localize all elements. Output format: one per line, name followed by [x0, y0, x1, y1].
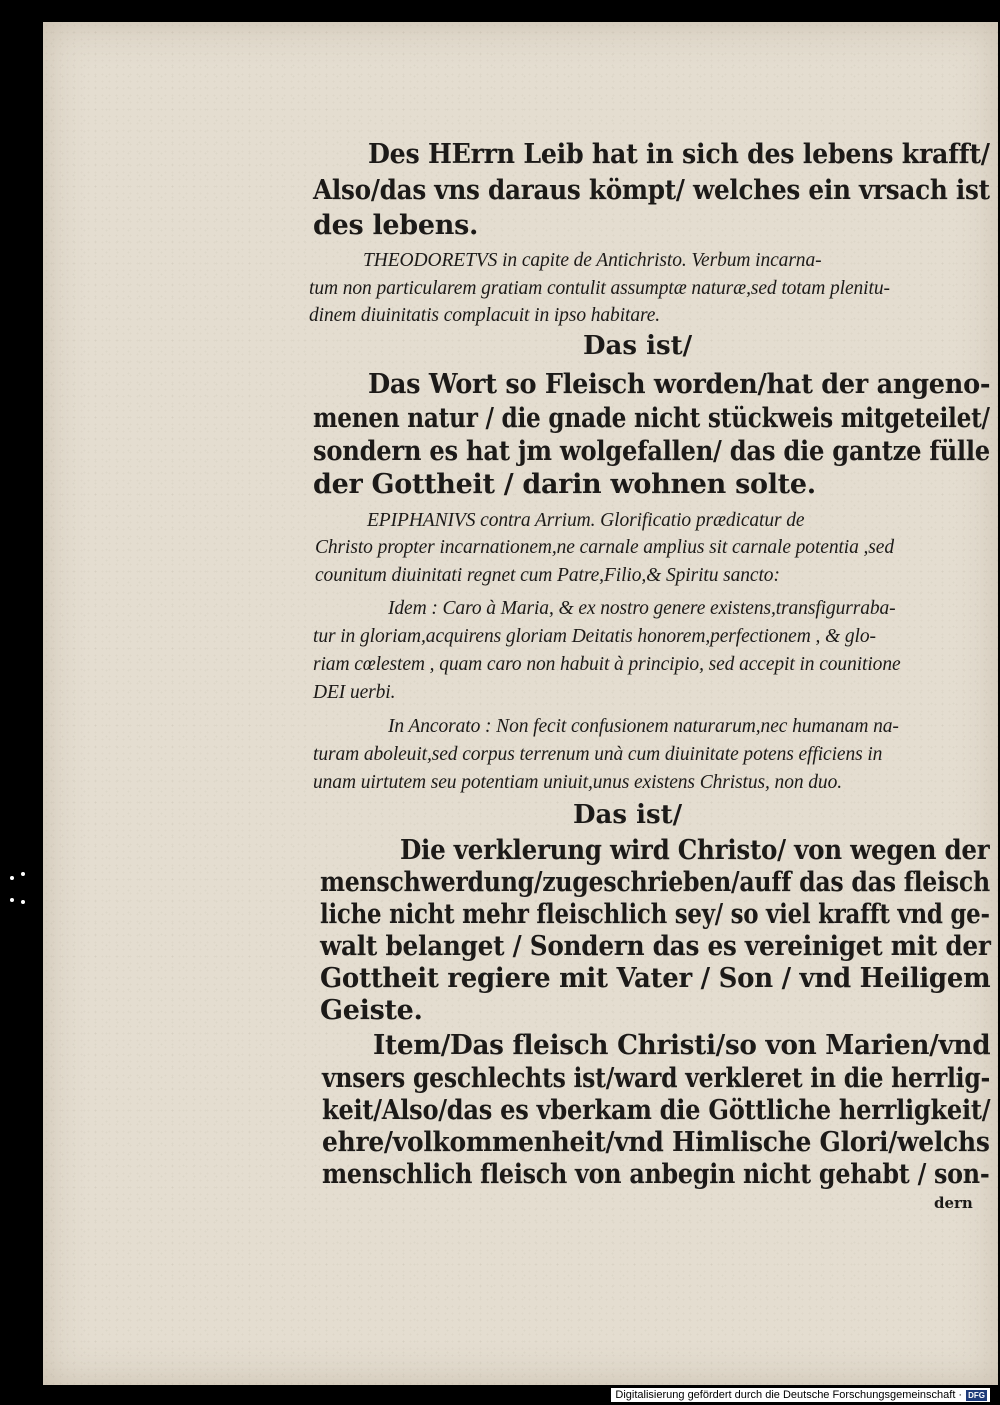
funding-credit-text: Digitalisierung gefördert durch die Deutsche Forschungsgemeinschaft ·	[615, 1389, 963, 1401]
text-line: THEODORETVS in capite de Antichristo. Verbum incarna-	[363, 250, 822, 271]
text-line: EPIPHANIVS contra Arrium. Glorificatio prædicatur de	[367, 510, 805, 531]
text-line: unam uirtutem seu potentiam uniuit,unus existens Christus, non duo.	[313, 772, 842, 793]
book-page	[43, 22, 998, 1385]
text-line: Das Wort so Fleisch worden/hat der angeno-	[368, 369, 991, 400]
text-line: turam aboleuit,sed corpus terrenum unà cum diuinitate potens efficiens in	[313, 744, 883, 765]
text-line: des lebens.	[313, 210, 479, 241]
text-line: Die verklerung wird Christo/ von wegen der	[400, 835, 990, 866]
text-line: keit/Also/das es vberkam die Göttliche herrligkeit/	[322, 1095, 991, 1126]
scan-artifact	[6, 866, 32, 926]
text-line: menschlich fleisch von anbegin nicht gehabt / son-	[322, 1159, 990, 1190]
section-heading: Das ist/	[583, 331, 693, 361]
text-line: In Ancorato : Non fecit confusionem naturarum,nec humanam na-	[388, 716, 899, 737]
text-line: vnsers geschlechts ist/ward verkleret in die herrlig-	[322, 1063, 991, 1094]
dfg-logo-icon: DFG	[968, 1390, 985, 1400]
text-line: Geiste.	[320, 995, 423, 1026]
text-line: tum non particularem gratiam contulit assumptæ naturæ,sed totam plenitu-	[309, 278, 890, 299]
text-line: DEI uerbi.	[313, 682, 396, 703]
text-line: Christo propter incarnationem,ne carnale amplius sit carnale potentia ,sed	[315, 537, 895, 558]
text-line: menschwerdung/zugeschrieben/auff das das fleisch	[320, 867, 990, 898]
text-line: Gottheit regiere mit Vater / Son / vnd Heiligem	[320, 963, 991, 994]
text-line: Also/das vns daraus kömpt/ welches ein vrsach ist	[313, 175, 990, 206]
text-line: der Gottheit / darin wohnen solte.	[313, 469, 816, 500]
text-line: counitum diuinitati regnet cum Patre,Filio,& Spiritu sancto:	[315, 565, 780, 586]
text-line: tur in gloriam,acquirens gloriam Deitatis honorem,perfectionem , & glo-	[313, 626, 876, 647]
text-line: Idem : Caro à Maria, & ex nostro genere existens,transfigurraba-	[388, 598, 896, 619]
text-line: riam cœlestem , quam caro non habuit à principio, sed accepit in counitione	[313, 654, 901, 675]
funding-credit	[611, 1388, 990, 1402]
catchword: dern	[934, 1194, 973, 1212]
text-line: dinem diuinitatis complacuit in ipso habitare.	[309, 305, 661, 326]
text-line: menen natur / die gnade nicht stückweis mitgeteilet/	[313, 403, 990, 434]
text-line: Des HErrn Leib hat in sich des lebens krafft/	[368, 139, 990, 170]
text-line: walt belanget / Sondern das es vereiniget mit der	[320, 931, 991, 962]
section-heading: Das ist/	[573, 800, 683, 830]
text-line: Item/Das fleisch Christi/so von Marien/vnd	[373, 1030, 991, 1061]
text-line: sondern es hat jm wolgefallen/ das die gantze fülle	[313, 436, 990, 467]
text-line: liche nicht mehr fleischlich sey/ so viel krafft vnd ge-	[320, 899, 990, 930]
text-line: ehre/volkommenheit/vnd Himlische Glori/welchs	[322, 1127, 990, 1158]
